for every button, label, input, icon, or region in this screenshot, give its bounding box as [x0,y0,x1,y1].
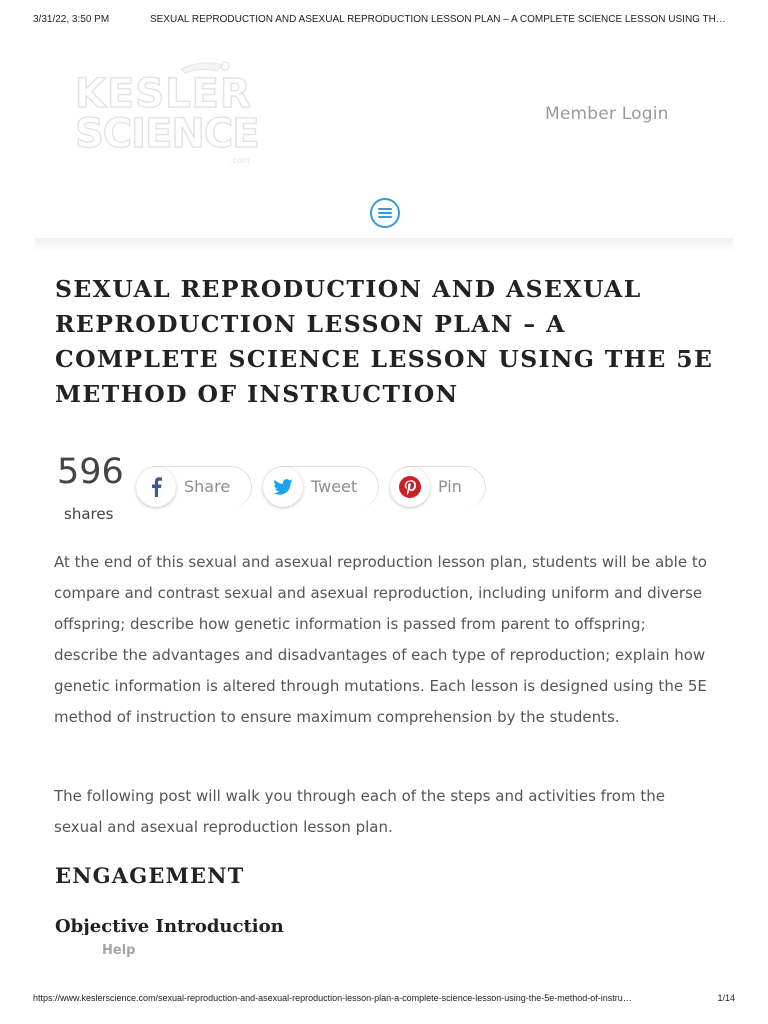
section-heading-engagement: ENGAGEMENT [55,863,245,888]
kesler-science-logo-icon [73,55,263,170]
site-logo[interactable] [73,55,263,170]
facebook-share-label: Share [184,477,231,496]
print-header [33,14,735,30]
print-title: SEXUAL REPRODUCTION AND ASEXUAL REPRODUCTION LESSON PLAN – A COMPLETE SCIENCE LESSON USING TH… [150,14,726,25]
svg-text:SCIENCE: SCIENCE [75,111,259,157]
walkthrough-paragraph: The following post will walk you through each of the steps and activities from the sexual and asexual reproduction lesson plan. [54,787,665,836]
header-divider [35,238,733,252]
twitter-tweet-label: Tweet [311,477,358,496]
svg-text:.com: .com [230,156,250,165]
intro-paragraph: At the end of this sexual and asexual reproduction lesson plan, students will be able to compare and contrast sexual and asexual reproduction, including uniform and diverse offspring; describe how genetic information is passed from parent to offspring; describe the advantages and disadvantages of each type of reproduction; explain how genetic information is altered through mutations. Each lesson is designed using the 5E method of instruction to ensure maximum comprehension by the students. [54,553,707,726]
member-login-link[interactable]: Member Login [545,104,669,124]
facebook-icon [136,467,176,507]
subheading-objective-introduction: Objective Introduction [55,916,284,935]
share-count-label: shares [64,505,114,523]
pinterest-pin-label: Pin [438,477,462,496]
share-count: 596 [57,452,124,492]
pinterest-icon [390,467,430,507]
facebook-share-button[interactable] [136,466,252,508]
pinterest-pin-button[interactable] [390,466,486,508]
twitter-tweet-button[interactable] [263,466,379,508]
twitter-icon [263,467,303,507]
hamburger-menu-icon[interactable] [370,198,400,228]
print-footer [33,993,735,1009]
print-date: 3/31/22, 3:50 PM [33,14,110,25]
print-page-number: 1/14 [717,993,735,1003]
help-button[interactable]: Help [102,943,136,958]
print-url: https://www.keslerscience.com/sexual-reproduction-and-asexual-reproduction-lesson-plan-a-complete-science-lesson-using-the-5e-method-of-instru… [33,993,632,1003]
svg-text:KESLER: KESLER [75,71,252,117]
post-title: SEXUAL REPRODUCTION AND ASEXUAL REPRODUCTION LESSON PLAN – A COMPLETE SCIENCE LESSON USING THE 5E METHOD OF INSTRUCTION [55,275,714,408]
